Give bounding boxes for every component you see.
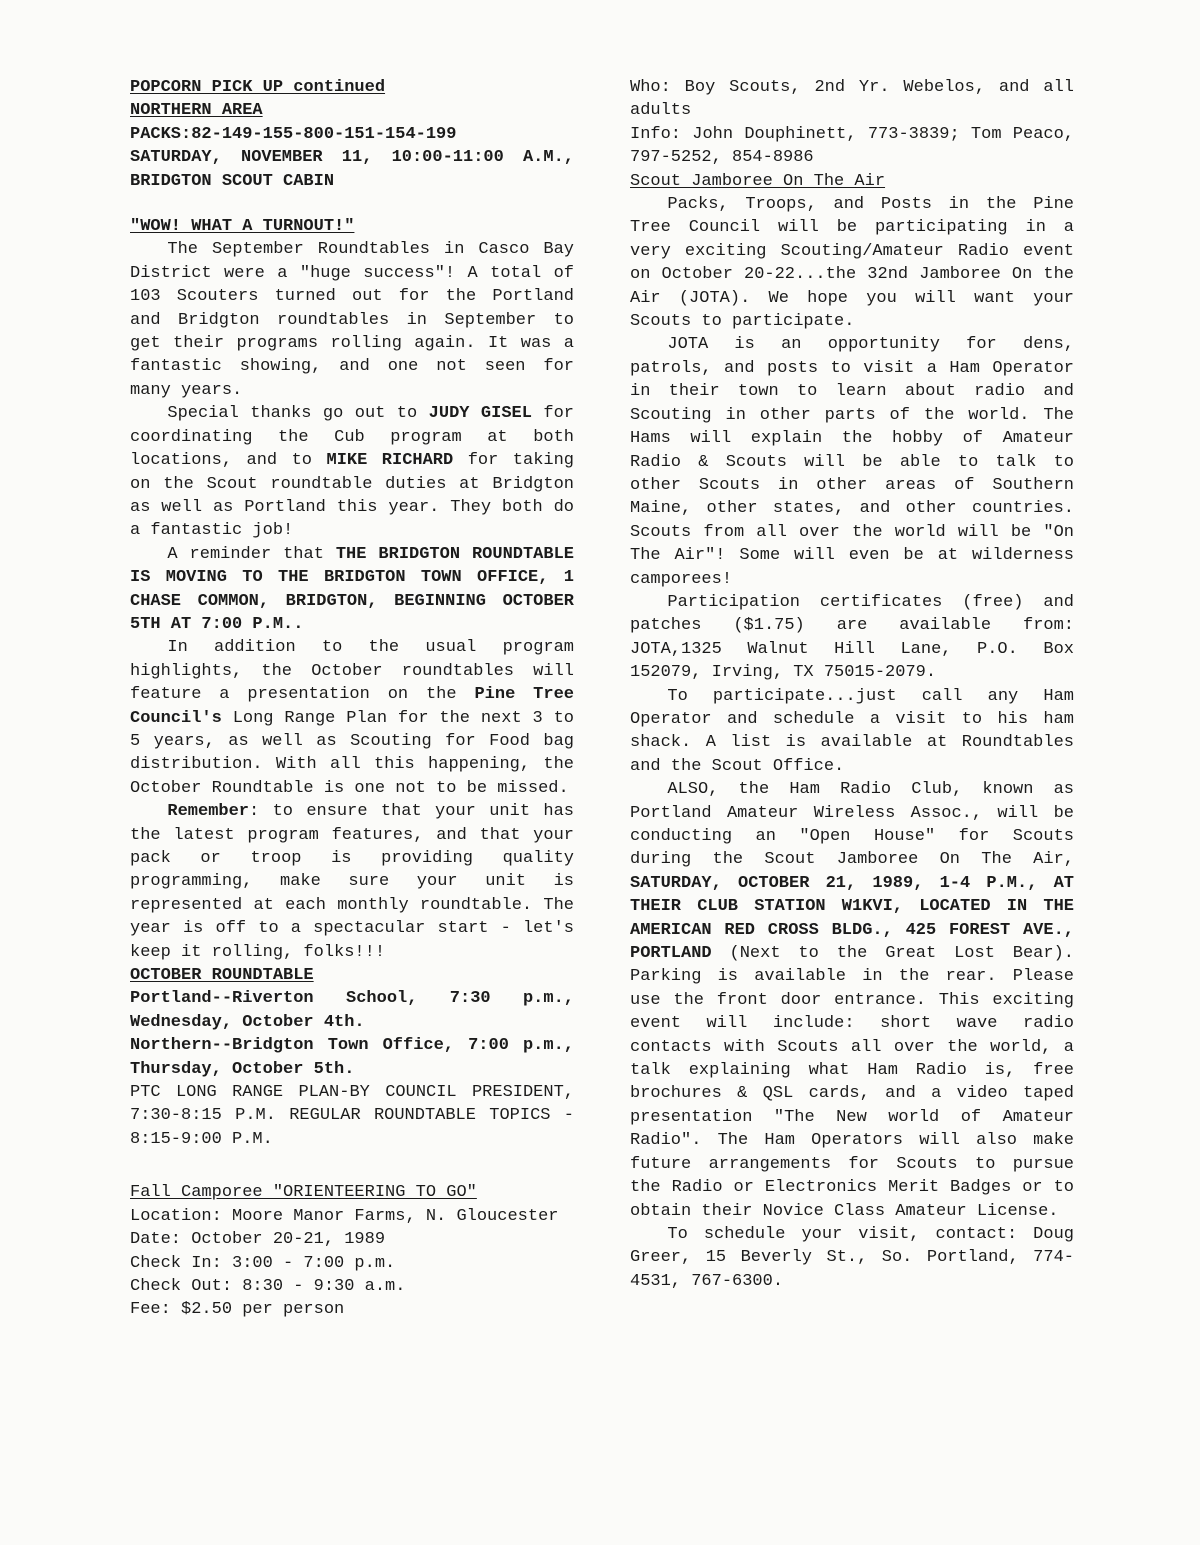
camporee-location: Location: Moore Manor Farms, N. Gloucester bbox=[130, 1206, 559, 1226]
jota-paragraph-1: Packs, Troops, and Posts in the Pine Tree Council will be participating in a very exciting Scouting/Amateur Radio event on October 20-22...the 32nd Jamboree On the Air (JOTA). We hope you will want your Scouts to participate. bbox=[630, 195, 1074, 332]
left-column bbox=[130, 76, 574, 1322]
jota-paragraph-3: Participation certificates (free) and patches ($1.75) are available from: JOTA,1325 Walnut Hill Lane, P.O. Box 152079, Irving, TX 75015-2079. bbox=[630, 592, 1074, 683]
name-judy-gisel: JUDY GISEL bbox=[428, 404, 532, 424]
turnout-heading: "WOW! WHAT A TURNOUT!" bbox=[130, 217, 355, 237]
jota-paragraph-4: To participate...just call any Ham Operator and schedule a visit to his ham shack. A list is available at Roundtables and the Scout Office. bbox=[630, 686, 1074, 776]
ptc-schedule: PTC LONG RANGE PLAN-BY COUNCIL PRESIDENT, 7:30-8:15 P.M. REGULAR ROUNDTABLE TOPICS - 8:15-9:00 P.M. bbox=[130, 1083, 574, 1149]
camporee-date: Date: October 20-21, 1989 bbox=[130, 1230, 386, 1250]
turnout-paragraph-5: Remember: to ensure that your unit has the latest program features, and that your pack or troop is providing quality programming, make sure your unit is represented at each monthly roundtable. The year is off to a spectacular start - let's keep it rolling, folks!!! bbox=[130, 802, 574, 962]
jota-paragraph-2: JOTA is an opportunity for dens, patrols, and posts to visit a Ham Operator in their town to learn about radio and Scouting in other parts of the world. The Hams will explain the hobby of Amateur Radio & Scouts will be able to talk to other Scouts in other areas of Southern Maine, other states, and other countries. Scouts from all over the world will be "On The Air"! Some will even be at wilderness camporees! bbox=[630, 335, 1074, 589]
camporee-who: Who: Boy Scouts, 2nd Yr. Webelos, and all adults bbox=[630, 78, 1074, 121]
open-house-details: SATURDAY, OCTOBER 21, 1989, 1-4 P.M., AT THEIR CLUB STATION W1KVI, LOCATED IN THE AMERICAN RED CROSS BLDG., 425 FOREST AVE., PORTLAND bbox=[630, 873, 1074, 964]
turnout-paragraph-1: The September Roundtables in Casco Bay District were a "huge success"! A total of 103 Scouters turned out for the Portland and Bridgton roundtables in September to get their programs rolling again. It was a fantastic showing, and one not seen for many years. bbox=[130, 240, 574, 400]
northern-roundtable: Northern--Bridgton Town Office, 7:00 p.m., Thursday, October 5th. bbox=[130, 1036, 574, 1079]
october-roundtable-heading: OCTOBER ROUNDTABLE bbox=[130, 966, 314, 986]
right-column bbox=[630, 76, 1074, 1293]
popcorn-heading: POPCORN PICK UP continued bbox=[130, 78, 386, 97]
packs-list: PACKS:82-149-155-800-151-154-199 bbox=[130, 124, 457, 144]
camporee-info: Info: John Douphinett, 773-3839; Tom Peaco, 797-5252, 854-8986 bbox=[630, 124, 1074, 168]
popcorn-datetime: SATURDAY, NOVEMBER 11, 10:00-11:00 A.M., BRIDGTON SCOUT CABIN bbox=[130, 148, 574, 191]
camporee-heading: Fall Camporee "ORIENTEERING TO GO" bbox=[130, 1183, 477, 1203]
portland-roundtable: Portland--Riverton School, 7:30 p.m., Wednesday, October 4th. bbox=[130, 989, 574, 1032]
camporee-checkin: Check In: 3:00 - 7:00 p.m. bbox=[130, 1253, 396, 1273]
bridgton-move-notice: THE BRIDGTON ROUNDTABLE IS MOVING TO THE BRIDGTON TOWN OFFICE, 1 CHASE COMMON, BRIDGTON, BEGINNING OCTOBER 5TH AT 7:00 P.M.. bbox=[130, 544, 574, 634]
turnout-paragraph-4: In addition to the usual program highlights, the October roundtables will feature a presentation on the Pine Tree Council's Long Range Plan for the next 3 to 5 years, as well as Scouting for Food bag distribution. With all this happening, the October Roundtable is one not to be missed. bbox=[130, 638, 574, 798]
jota-heading: Scout Jamboree On The Air bbox=[630, 171, 886, 191]
northern-area-heading: NORTHERN AREA bbox=[130, 101, 263, 121]
camporee-checkout: Check Out: 8:30 - 9:30 a.m. bbox=[130, 1276, 406, 1296]
turnout-paragraph-3: A reminder that THE BRIDGTON ROUNDTABLE IS MOVING TO THE BRIDGTON TOWN OFFICE, 1 CHASE COMMON, BRIDGTON, BEGINNING OCTOBER 5TH AT 7:00 P.M.. bbox=[130, 544, 574, 634]
camporee-fee: Fee: $2.50 per person bbox=[130, 1300, 345, 1320]
turnout-paragraph-2: Special thanks go out to JUDY GISEL for coordinating the Cub program at both locations, and to MIKE RICHARD for taking on the Scout roundtable duties at Bridgton as well as Portland this year. They both do a fantastic job! bbox=[130, 404, 575, 541]
jota-paragraph-6: To schedule your visit, contact: Doug Greer, 15 Beverly St., So. Portland, 774-4531, 767-6300. bbox=[630, 1224, 1074, 1291]
name-mike-richard: MIKE RICHARD bbox=[326, 451, 454, 471]
jota-paragraph-5: ALSO, the Ham Radio Club, known as Portland Amateur Wireless Assoc., will be conducting an "Open House" for Scouts during the Scout Jamboree On The Air, SATURDAY, OCTOBER 21, 1989, 1-4 P.M., AT THEIR CLUB STATION W1KVI, LOCATED IN THE AMERICAN RED CROSS BLDG., 425 FOREST AVE., PORTLAND (Next to the Great Lost Bear). Parking is available in the rear. Please use the front door entrance. This exciting event will include: short wave radio contacts with Scouts all over the world, a talk explaining what Ham Radio is, free brochures & QSL cards, and a video taped presentation "The New world of Amateur Radio". The Ham Operators will also make future arrangements for Scouts to pursue the Radio or Electronics Merit Badges or to obtain their Novice Class Amateur License. bbox=[630, 780, 1074, 1221]
